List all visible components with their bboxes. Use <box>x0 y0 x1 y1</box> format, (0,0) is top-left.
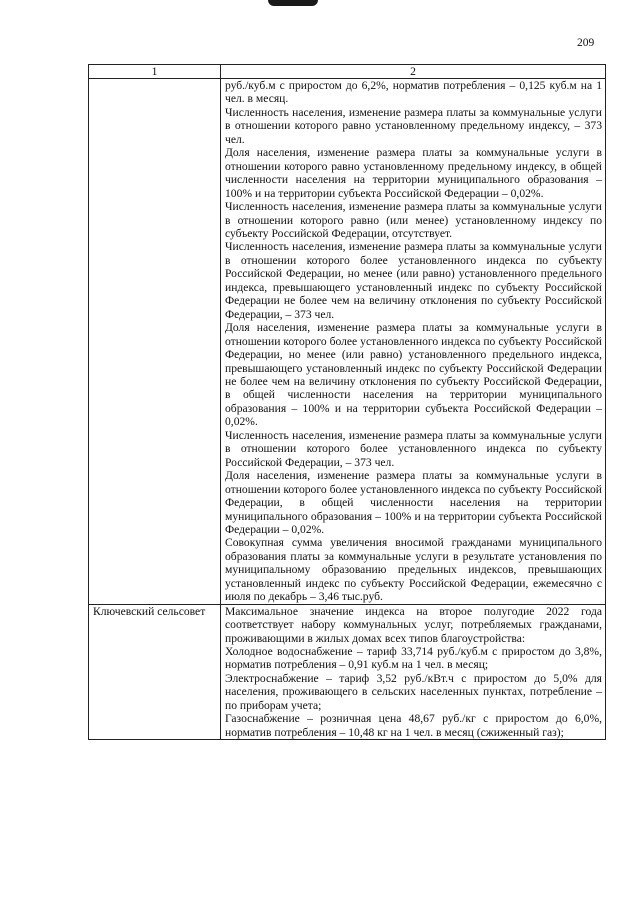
paragraph: Холодное водоснабжение – тариф 33,714 руб./куб.м с приростом до 3,8%, норматив потребления – 0,91 куб.м на 1 чел. в месяц; <box>225 645 602 672</box>
page-number: 209 <box>577 37 595 49</box>
data-table <box>88 64 606 740</box>
row1-municipality <box>89 79 221 605</box>
column-header-2: 2 <box>221 65 606 79</box>
paragraph: Совокупная сумма увеличения вносимой гражданами муниципального образования платы за коммунальные услуги в результате установления по муниципальному образованию предельных индексов, превышающих установленный индекс по субъекту Российской Федерации, ежемесячно с июля по декабрь – 3,46 тыс.руб. <box>225 536 602 604</box>
paragraph: руб./куб.м с приростом до 6,2%, норматив потребления – 0,125 куб.м на 1 чел. в месяц. <box>225 79 602 106</box>
paragraph: Газоснабжение – розничная цена 48,67 руб./кг с приростом до 6,0%, норматив потребления – 10,48 кг на 1 чел. в месяц (сжиженный газ); <box>225 712 602 739</box>
paragraph: Доля населения, изменение размера платы за коммунальные услуги в отношении которого равно установленному предельному индексу, в общей численности населения на территории муниципального образования – 100% и на территории субъекта Российской Федерации – 0,02%. <box>225 146 602 200</box>
paragraph: Доля населения, изменение размера платы за коммунальные услуги в отношении которого более установленного индекса по субъекту Российской Федерации, в общей численности населения на территории муниципального образования – 100% и на территории субъекта Российской Федерации – 0,02%. <box>225 469 602 536</box>
paragraph: Максимальное значение индекса на второе полугодие 2022 года соответствует набору коммунальных услуг, потребляемых гражданами, проживающими в жилых домах всех типов благоустройства: <box>225 604 602 645</box>
paragraph: Электроснабжение – тариф 3,52 руб./кВт.ч с приростом до 5,0% для населения, проживающего в сельских населенных пунктах, потребление – по приборам учета; <box>225 671 602 712</box>
row2-municipality: Ключевский сельсовет <box>89 604 221 740</box>
paragraph: Численность населения, изменение размера платы за коммунальные услуги в отношении которого более установленного индекса по субъекту Российской Федерации, но менее (или равно) установленного предельного индекса, превышающего установленный индекс по субъекту Российской Федерации не более чем на величину отклонения по субъекту Российской Федерации, – 373 чел. <box>225 240 602 321</box>
table-header-row <box>89 65 606 79</box>
table-row <box>89 79 606 605</box>
table-row <box>89 604 606 740</box>
column-header-1: 1 <box>89 65 221 79</box>
paragraph: Доля населения, изменение размера платы за коммунальные услуги в отношении которого более установленного индекса по субъекту Российской Федерации, но менее (или равно) установленного предельного индекса, превышающего установленный индекс по субъекту Российской Федерации не более чем на величину отклонения по субъекту Российской Федерации, в общей численности населения на территории муниципального образования – 100% и на территории субъекта Российской Федерации – 0,02%. <box>225 321 602 429</box>
row1-description <box>221 79 606 605</box>
paragraph: Численность населения, изменение размера платы за коммунальные услуги в отношении которого равно (или менее) установленному индексу по субъекту Российской Федерации, отсутствует. <box>225 200 602 240</box>
row2-description <box>221 604 606 740</box>
scan-top-mark <box>268 0 318 6</box>
paragraph: Численность населения, изменение размера платы за коммунальные услуги в отношении которого более установленного индекса по субъекту Российской Федерации, – 373 чел. <box>225 428 602 469</box>
paragraph: Численность населения, изменение размера платы за коммунальные услуги в отношении которого равно установленному предельному индексу, – 373 чел. <box>225 105 602 146</box>
